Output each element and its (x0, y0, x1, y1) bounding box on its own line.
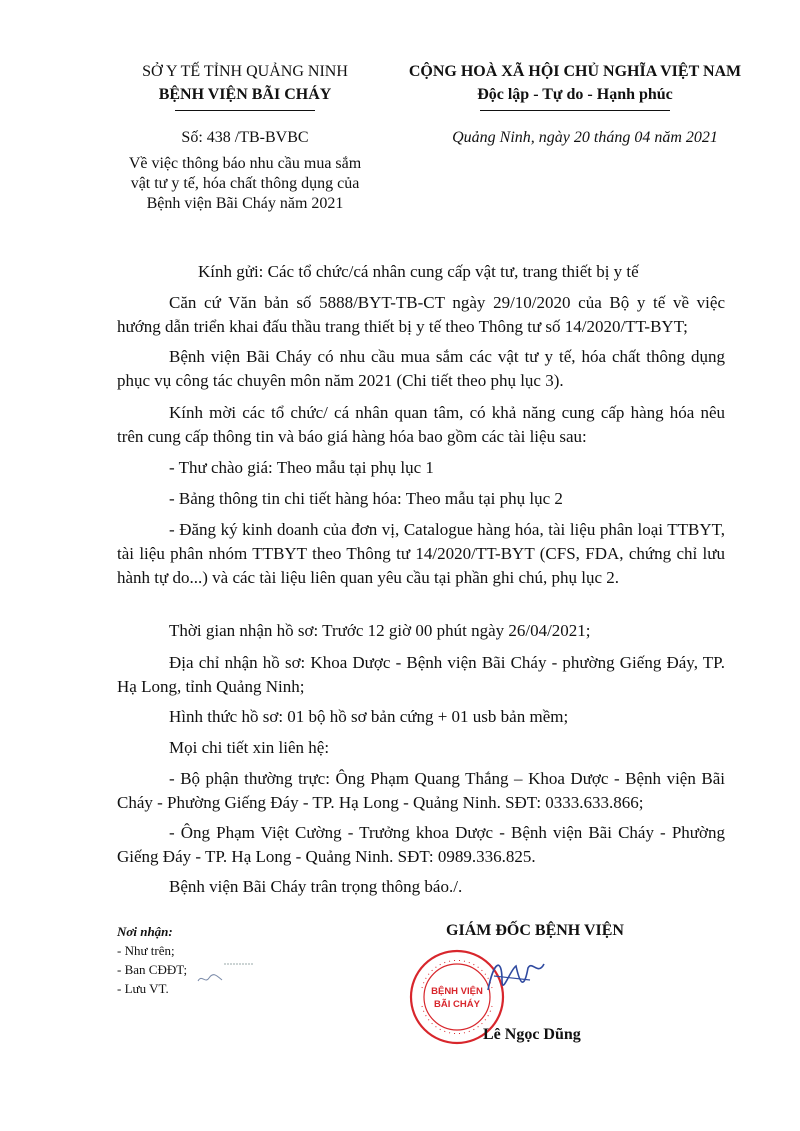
motto-underline (480, 110, 670, 111)
small-mark (222, 960, 256, 968)
svg-text:BÃI CHÁY: BÃI CHÁY (434, 999, 480, 1010)
signature-scribble (480, 950, 550, 1006)
bullet-quote-letter: - Thư chào giá: Theo mẫu tại phụ lục 1 (169, 458, 434, 477)
org-parent: SỞ Y TẾ TỈNH QUẢNG NINH (142, 63, 348, 80)
org-name: BỆNH VIỆN BÃI CHÁY (158, 86, 332, 103)
closing-line: Bệnh viện Bãi Cháy trân trọng thông báo./. (169, 877, 463, 896)
deadline-line: Thời gian nhận hồ sơ: Trước 12 giờ 00 phút ngày 26/04/2021; (169, 621, 591, 640)
doc-number: Số: 438 /TB-BVBC (181, 129, 309, 146)
receiver-item: - Ban CĐĐT; (117, 962, 188, 977)
contact-person-1: - Bộ phận thường trực: Ông Phạm Quang Thắng – Khoa Dược - Bệnh viện Bãi Cháy - Phường Giếng Đáy - TP. Hạ Long - Quảng Ninh. SĐT: 0333.633.866; (117, 769, 725, 812)
receiver-item: - Như trên; (117, 943, 175, 958)
bullet-goods-info: - Bảng thông tin chi tiết hàng hóa: Theo mẫu tại phụ lục 2 (169, 489, 563, 508)
nation-title: CỘNG HOÀ XÃ HỘI CHỦ NGHĨA VIỆT NAM (408, 63, 742, 80)
paragraph-basis: Căn cứ Văn bản số 5888/BYT-TB-CT ngày 29/10/2020 của Bộ y tế về việc hướng dẫn triển khai đấu thầu trang thiết bị y tế theo Thông tư số 14/2020/TT-BYT; (117, 293, 725, 336)
address-line: Địa chỉ nhận hồ sơ: Khoa Dược - Bệnh viện Bãi Cháy - phường Giếng Đáy, TP. Hạ Long, tỉnh Quảng Ninh; (117, 653, 725, 696)
form-line: Hình thức hồ sơ: 01 bộ hồ sơ bản cứng + 01 usb bản mềm; (169, 707, 569, 726)
place-date: Quảng Ninh, ngày 20 tháng 04 năm 2021 (452, 129, 718, 146)
paragraph-invite: Kính mời các tổ chức/ cá nhân quan tâm, có khả năng cung cấp hàng hóa nêu trên cung cấp thông tin và báo giá hàng hóa bao gồm các tài liệu sau: (117, 403, 725, 446)
org-underline (175, 110, 315, 111)
bullet-documents: - Đăng ký kinh doanh của đơn vị, Catalogue hàng hóa, tài liệu phân loại TTBYT, tài liệu phân nhóm TTBYT theo Thông tư 14/2020/TT-BYT (CFS, FDA, chứng chỉ lưu hành tự do...) và các tài liệu liên quan yêu cầu tại phần ghi chú, phụ lục 2. (117, 520, 725, 587)
receivers-title: Nơi nhận: (117, 924, 173, 939)
motto: Độc lập - Tự do - Hạnh phúc (477, 86, 673, 103)
receiver-item: - Lưu VT. (117, 981, 169, 996)
subject-line-2: vật tư y tế, hóa chất thông dụng của (130, 175, 360, 192)
recipient-line: Kính gửi: Các tổ chức/cá nhân cung cấp vật tư, trang thiết bị y tế (198, 262, 639, 281)
contact-intro: Mọi chi tiết xin liên hệ: (169, 738, 330, 757)
receivers-block (117, 922, 187, 998)
contact-person-2: - Ông Phạm Việt Cường - Trưởng khoa Dược - Bệnh viện Bãi Cháy - Phường Giếng Đáy - TP. Hạ Long - Quảng Ninh. SĐT: 0989.336.825. (117, 823, 725, 866)
doc-subject (95, 154, 395, 214)
subject-line-3: Bệnh viện Bãi Cháy năm 2021 (146, 195, 344, 212)
paragraph-need: Bệnh viện Bãi Cháy có nhu cầu mua sắm các vật tư y tế, hóa chất thông dụng phục vụ công tác chuyên môn năm 2021 (Chi tiết theo phụ lục 3). (117, 347, 725, 390)
initials-scribble (196, 972, 224, 986)
subject-line-1: Về việc thông báo nhu cầu mua sắm (128, 155, 362, 172)
signer-title: GIÁM ĐỐC BỆNH VIỆN (446, 922, 624, 939)
svg-text:BỆNH VIỆN: BỆNH VIỆN (431, 986, 483, 997)
signer-name: Lê Ngọc Dũng (483, 1026, 581, 1043)
